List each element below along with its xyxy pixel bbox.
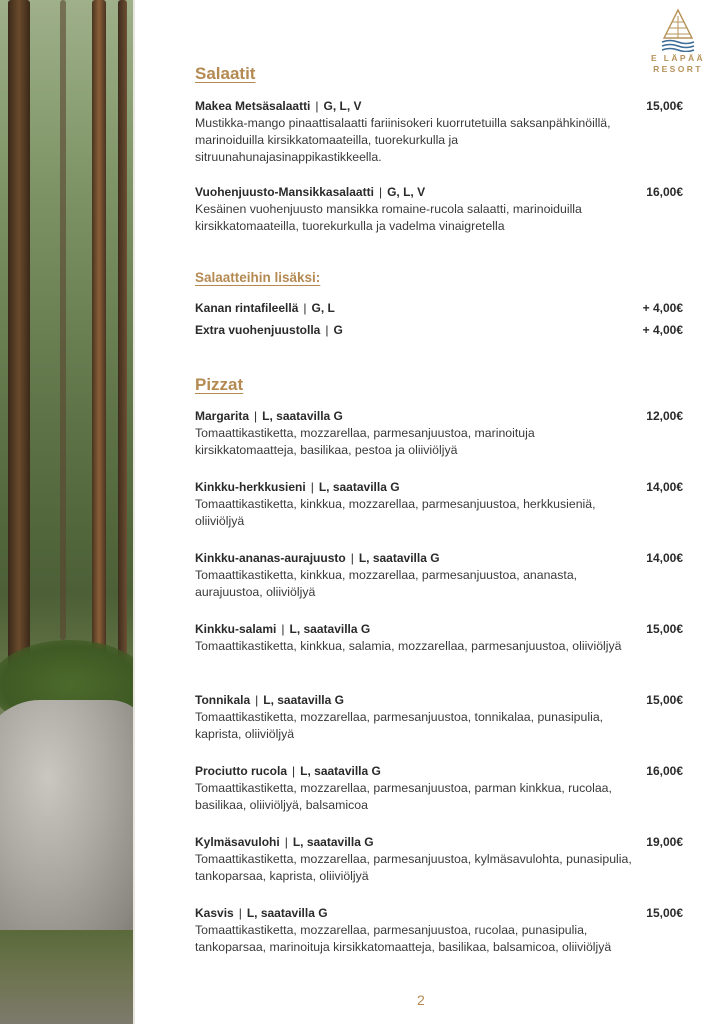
item-name: Tonnikala xyxy=(195,693,251,707)
item-tags: G xyxy=(333,323,343,337)
menu-item: Tonnikala | L, saatavilla G 15,00€ Tomaattikastiketta, mozzarellaa, parmesanjuustoa, tonnikalaa, punasipulia, kaprista, oliiviöljyä xyxy=(195,693,683,741)
menu-item: Kinkku-ananas-aurajuusto | L, saatavilla G 14,00€ Tomaattikastiketta, kinkkua, mozzarellaa, parmesanjuustoa, ananasta, aurajuustoa, oliiviöljyä xyxy=(195,551,683,599)
item-name: Vuohenjuusto-Mansikkasalaatti xyxy=(195,185,374,199)
menu-item: Kasvis | L, saatavilla G 15,00€ Tomaattikastiketta, mozzarellaa, parmesanjuustoa, rucolaa, punasipulia, tankoparsaa, marinoituja kirsikkatomaatteja, basilikaa, balsamicoa, oliiviöljyä xyxy=(195,906,683,954)
item-name: Kylmäsavulohi xyxy=(195,835,280,849)
item-description: Tomaattikastiketta, kinkkua, mozzarellaa, parmesanjuustoa, ananasta, aurajuustoa, oliiviöljyä xyxy=(195,568,578,599)
item-price: 16,00€ xyxy=(646,764,683,778)
item-price: 14,00€ xyxy=(646,480,683,494)
menu-item: Prociutto rucola | L, saatavilla G 16,00€ Tomaattikastiketta, mozzarellaa, parmesanjuustoa, parman kinkkua, rucolaa, basilikaa, oliiviöljyä, balsamicoa xyxy=(195,764,683,812)
item-tags: L, saatavilla G xyxy=(300,764,381,778)
resort-logo xyxy=(640,8,716,78)
item-tags: L, saatavilla G xyxy=(262,409,343,423)
item-name: Makea Metsäsalaatti xyxy=(195,99,311,113)
item-name: Kinkku-ananas-aurajuusto xyxy=(195,551,346,565)
item-price: + 4,00€ xyxy=(642,323,683,337)
item-description: Tomaattikastiketta, mozzarellaa, parmesanjuustoa, tonnikalaa, punasipulia, kaprista, oliiviöljyä xyxy=(195,710,604,741)
addon-item: Extra vuohenjuustolla | G + 4,00€ xyxy=(195,323,683,337)
section-title-pizzas: Pizzat xyxy=(195,375,244,394)
item-price: 19,00€ xyxy=(646,835,683,849)
menu-item: Vuohenjuusto-Mansikkasalaatti | G, L, V 16,00€ Kesäinen vuohenjuusto mansikka romaine-rucola salaatti, marinoiduilla kirsikkatomaateilla, tuorekurkulla ja vadelma vinaigretella xyxy=(195,185,683,233)
menu-item: Kinkku-salami | L, saatavilla G 15,00€ Tomaattikastiketta, kinkkua, salamia, mozzarellaa, parmesanjuustoa, oliiviöljyä xyxy=(195,622,683,653)
item-tags: L, saatavilla G xyxy=(289,622,371,636)
item-price: 14,00€ xyxy=(646,551,683,565)
item-tags: L, saatavilla G xyxy=(263,693,344,707)
item-tags: L, saatavilla G xyxy=(292,835,374,849)
item-price: 15,00€ xyxy=(646,906,683,920)
item-description: Tomaattikastiketta, mozzarellaa, parmesanjuustoa, rucolaa, punasipulia, tankoparsaa, marinoituja kirsikkatomaatteja, basilikaa, balsamicoa, oliiviöljyä xyxy=(195,923,612,954)
item-price: 15,00€ xyxy=(646,622,683,636)
tree-logo-icon xyxy=(658,8,698,52)
forest-photo xyxy=(0,0,133,1024)
item-tags: L, saatavilla G xyxy=(358,551,440,565)
item-description: Tomaattikastiketta, mozzarellaa, parmesanjuustoa, kylmäsavulohta, punasipulia, tankoparsaa, kaprista, oliiviöljyä xyxy=(195,852,632,883)
menu-item: Margarita | L, saatavilla G 12,00€ Tomaattikastiketta, mozzarellaa, parmesanjuustoa, marinoituja kirsikkatomaatteja, basilikaa, pestoa ja oliiviöljyä xyxy=(195,409,683,457)
item-price: 12,00€ xyxy=(646,409,683,423)
item-name: Kinkku-salami xyxy=(195,622,277,636)
item-price: 15,00€ xyxy=(646,99,683,113)
item-name: Margarita xyxy=(195,409,250,423)
item-description: Tomaattikastiketta, mozzarellaa, parmesanjuustoa, parman kinkkua, rucolaa, basilikaa, oliiviöljyä, balsamicoa xyxy=(195,781,612,812)
item-description: Tomaattikastiketta, kinkkua, salamia, mozzarellaa, parmesanjuustoa, oliiviöljyä xyxy=(195,639,622,653)
item-name: Kanan rintafileellä xyxy=(195,301,299,315)
menu-item: Kinkku-herkkusieni | L, saatavilla G 14,00€ Tomaattikastiketta, kinkkua, mozzarellaa, parmesanjuustoa, herkkusieniä, oliiviöljyä xyxy=(195,480,683,528)
menu-item: Makea Metsäsalaatti | G, L, V 15,00€ Mustikka-mango pinaattisalaatti fariinisokeri kuorrutetuilla saksanpähkinöillä, marinoiduilla kirsikkatomaateilla, tuorekurkulla ja sitruunahunajasinappikastikkeella. xyxy=(195,99,683,164)
item-tags: L, saatavilla G xyxy=(246,906,328,920)
menu-item: Kylmäsavulohi | L, saatavilla G 19,00€ Tomaattikastiketta, mozzarellaa, parmesanjuustoa, kylmäsavulohta, punasipulia, tankoparsaa, kaprista, oliiviöljyä xyxy=(195,835,683,883)
page-number: 2 xyxy=(417,992,425,1008)
item-description: Mustikka-mango pinaattisalaatti fariinisokeri kuorrutetuilla saksanpähkinöillä, marinoiduilla kirsikkatomaateilla, tuorekurkulla ja sitruunahunajasinappikastikkeella. xyxy=(195,116,611,164)
item-tags: G, L, V xyxy=(323,99,362,113)
item-tags: L, saatavilla G xyxy=(318,480,400,494)
item-price: + 4,00€ xyxy=(642,301,683,315)
item-tags: G, L, V xyxy=(387,185,426,199)
section-title-salads: Salaatit xyxy=(195,64,256,83)
item-name: Kasvis xyxy=(195,906,234,920)
item-name: Kinkku-herkkusieni xyxy=(195,480,306,494)
item-description: Tomaattikastiketta, kinkkua, mozzarellaa, parmesanjuustoa, herkkusieniä, oliiviöljyä xyxy=(195,497,596,528)
item-price: 16,00€ xyxy=(646,185,683,199)
page-divider xyxy=(133,0,135,1024)
item-name: Prociutto rucola xyxy=(195,764,288,778)
addon-item: Kanan rintafileellä | G, L + 4,00€ xyxy=(195,301,683,315)
item-description: Kesäinen vuohenjuusto mansikka romaine-rucola salaatti, marinoiduilla kirsikkatomaateilla, tuorekurkulla ja vadelma vinaigretella xyxy=(195,202,582,233)
item-tags: G, L xyxy=(311,301,335,315)
logo-wordmark-line2: RESORT xyxy=(653,64,703,74)
item-price: 15,00€ xyxy=(646,693,683,707)
item-name: Extra vuohenjuustolla xyxy=(195,323,321,337)
section-title-addons: Salaatteihin lisäksi: xyxy=(195,270,321,285)
logo-wordmark-line1: E LÄPÄÄ xyxy=(650,53,706,63)
item-description: Tomaattikastiketta, mozzarellaa, parmesanjuustoa, marinoituja kirsikkatomaatteja, basilikaa, pestoa ja oliiviöljyä xyxy=(195,426,535,457)
